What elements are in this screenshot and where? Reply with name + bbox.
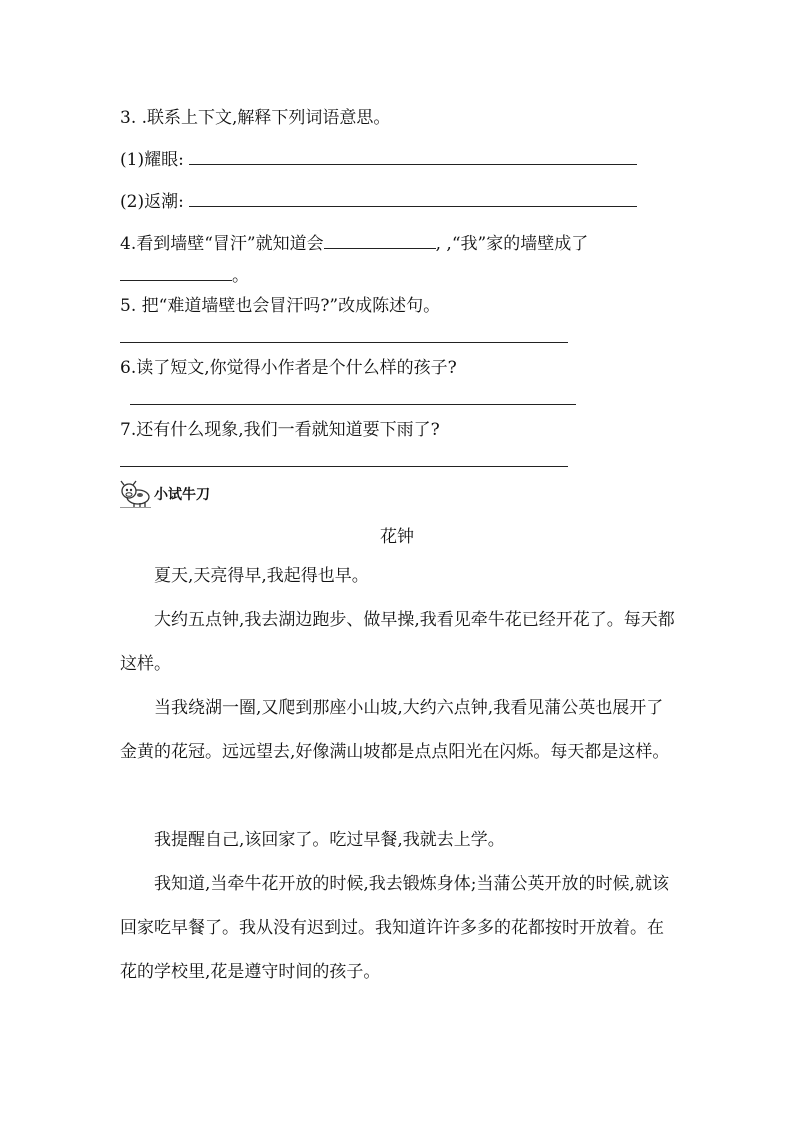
paragraph-text: 大约五点钟,我去湖边跑步、做早操,我看见牵牛花已经开花了。每天都这样。 bbox=[120, 610, 675, 674]
question-3-2 bbox=[120, 188, 637, 214]
answer-blank-4-2[interactable] bbox=[120, 262, 232, 281]
answer-blank-4-1[interactable] bbox=[324, 230, 436, 249]
question-6 bbox=[120, 356, 457, 380]
question-7 bbox=[120, 418, 440, 442]
answer-blank-3-1[interactable] bbox=[189, 146, 637, 165]
section-header bbox=[118, 478, 210, 510]
passage-paragraph-2 bbox=[120, 598, 680, 686]
answer-line-5[interactable] bbox=[120, 342, 568, 343]
cow-icon bbox=[118, 479, 152, 509]
paragraph-text: 我提醒自己,该回家了。吃过早餐,我就去上学。 bbox=[154, 830, 505, 850]
question-7-text: 7.还有什么现象,我们一看就知道要下雨了? bbox=[120, 420, 440, 440]
passage-paragraph-5 bbox=[120, 862, 680, 994]
question-4-text-a: 4.看到墙壁“冒汗”就知道会 bbox=[120, 234, 324, 254]
question-3-1 bbox=[120, 146, 637, 172]
question-4-continued bbox=[120, 262, 249, 288]
passage-paragraph-3 bbox=[120, 686, 680, 774]
question-4-text-b: , ,“我”家的墙壁成了 bbox=[435, 234, 589, 254]
section-label: 小试牛刀 bbox=[154, 487, 210, 503]
passage-paragraph-4 bbox=[120, 818, 680, 862]
question-5 bbox=[120, 294, 440, 318]
question-4-end: 。 bbox=[232, 266, 249, 286]
paragraph-text: 夏天,天亮得早,我起得也早。 bbox=[154, 566, 369, 586]
passage-title: 花钟 bbox=[380, 527, 414, 547]
question-5-text: 5. 把“难道墙壁也会冒汗吗?”改成陈述句。 bbox=[120, 296, 441, 316]
question-3-2-label: (2)返潮: bbox=[120, 192, 184, 212]
question-4 bbox=[120, 230, 588, 256]
question-6-text: 6.读了短文,你觉得小作者是个什么样的孩子? bbox=[120, 358, 457, 378]
paragraph-text: 我知道,当牵牛花开放的时候,我去锻炼身体;当蒲公英开放的时候,就该回家吃早餐了。我从没有迟到过。我知道许许多多的花都按时开放着。在花的学校里,花是遵守时间的孩子。 bbox=[120, 874, 669, 982]
answer-blank-3-2[interactable] bbox=[189, 188, 637, 207]
question-3 bbox=[120, 106, 390, 130]
question-3-text: 3. .联系上下文,解释下列词语意思。 bbox=[120, 108, 391, 128]
passage-paragraph-1 bbox=[120, 554, 680, 598]
answer-line-7[interactable] bbox=[120, 466, 568, 467]
answer-line-6[interactable] bbox=[130, 404, 576, 405]
paragraph-text: 当我绕湖一圈,又爬到那座小山坡,大约六点钟,我看见蒲公英也展开了金黄的花冠。远远望去,好像满山坡都是点点阳光在闪烁。每天都是这样。 bbox=[120, 698, 670, 762]
question-3-1-label: (1)耀眼: bbox=[120, 150, 184, 170]
